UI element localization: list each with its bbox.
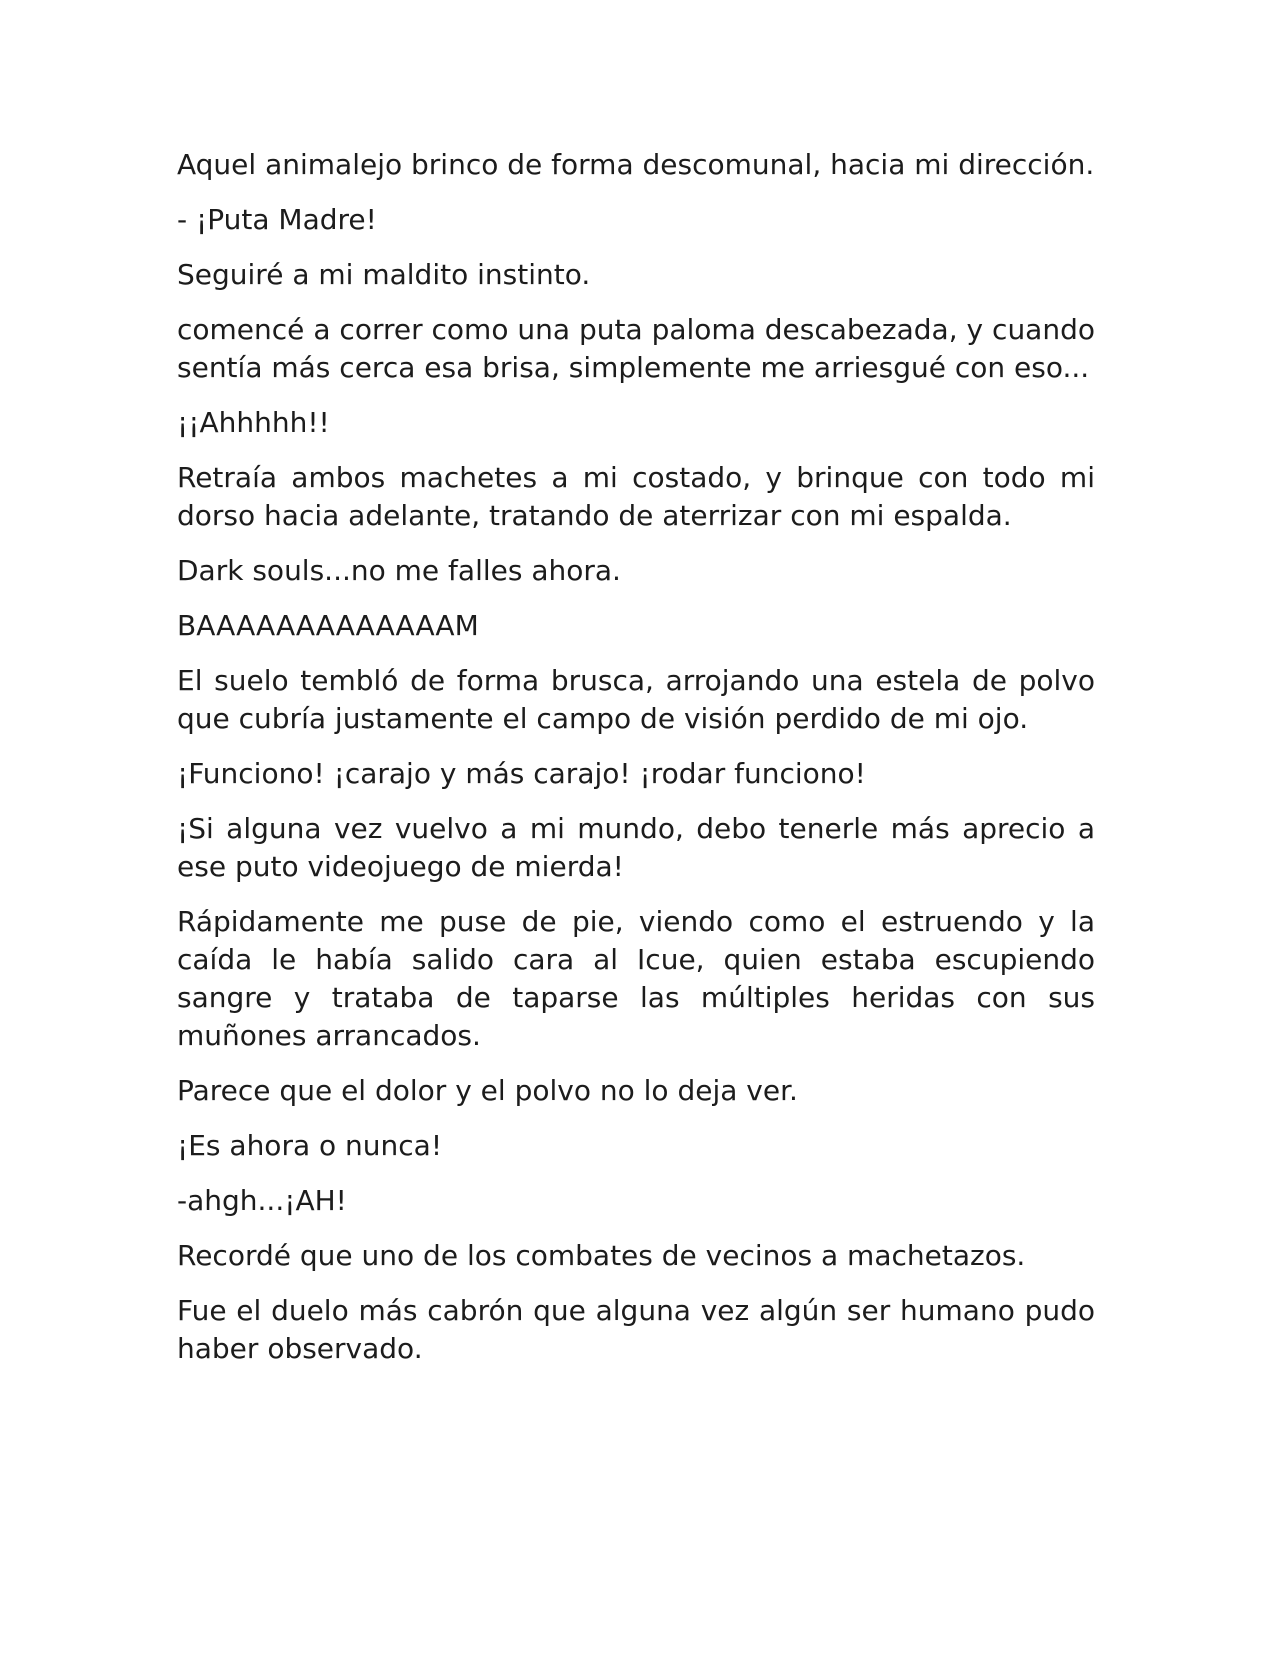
- paragraph: Dark souls...no me falles ahora.: [177, 554, 621, 587]
- paragraph: El suelo tembló de forma brusca, arrojando una estela de polvo que cubría justamente el campo de visión perdido de mi ojo.: [177, 664, 1095, 735]
- paragraph: Seguiré a mi maldito instinto.: [177, 258, 591, 291]
- paragraph: Fue el duelo más cabrón que alguna vez algún ser humano pudo haber observado.: [177, 1294, 1095, 1365]
- paragraph: Aquel animalejo brinco de forma descomunal, hacia mi dirección.: [177, 148, 1095, 181]
- paragraph: Parece que el dolor y el polvo no lo deja ver.: [177, 1074, 798, 1107]
- body-text: [177, 146, 1095, 1385]
- paragraph: ¡Funciono! ¡carajo y más carajo! ¡rodar funciono!: [177, 757, 866, 790]
- paragraph: BAAAAAAAAAAAAAM: [177, 609, 479, 642]
- paragraph: Retraía ambos machetes a mi costado, y brinque con todo mi dorso hacia adelante, tratando de aterrizar con mi espalda.: [177, 461, 1095, 532]
- paragraph: ¡¡Ahhhhh!!: [177, 406, 330, 439]
- paragraph: comencé a correr como una puta paloma descabezada, y cuando sentía más cerca esa brisa, simplemente me arriesgué con eso...: [177, 313, 1095, 384]
- paragraph: Recordé que uno de los combates de vecinos a machetazos.: [177, 1239, 1026, 1272]
- paragraph: ¡Si alguna vez vuelvo a mi mundo, debo tenerle más aprecio a ese puto videojuego de mierda!: [177, 812, 1095, 883]
- paragraph: Rápidamente me puse de pie, viendo como el estruendo y la caída le había salido cara al Icue, quien estaba escupiendo sangre y trataba de taparse las múltiples heridas con sus muñones arrancados.: [177, 905, 1095, 1052]
- paragraph: - ¡Puta Madre!: [177, 203, 377, 236]
- paragraph: -ahgh...¡AH!: [177, 1184, 347, 1217]
- paragraph: ¡Es ahora o nunca!: [177, 1129, 443, 1162]
